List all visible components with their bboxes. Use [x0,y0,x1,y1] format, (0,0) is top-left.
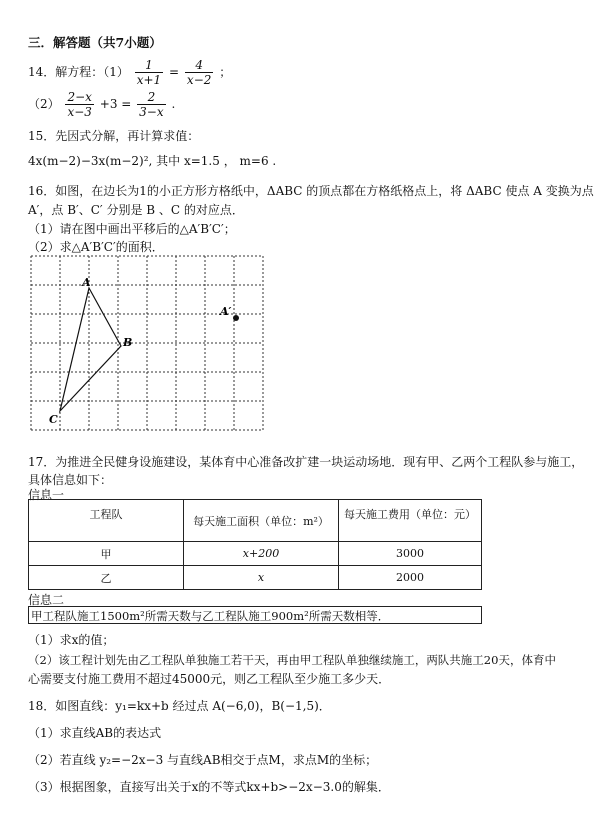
punctuation: . [171,97,176,111]
fraction-numerator: 1 [135,58,163,73]
expression-middle: +3 = [99,97,132,111]
label-a: A [82,276,91,289]
fraction-denominator: x+1 [136,73,162,87]
q14-label: 14．解方程：（1） [28,65,129,79]
info-2-box: 甲工程队施工1500m²所需天数与乙工程队施工900m²所需天数相等． [28,606,482,624]
question-18-line-1: 18．如图直线：y₁=kx+b 经过点 A(−6,0)，B(−1,5)． [28,699,331,713]
question-16-sub-1: （1）请在图中画出平移后的△A′B′C′； [28,222,236,236]
q14-fraction-right [185,58,213,87]
info-2-title: 信息二 [28,593,65,607]
fraction-denominator: 3−x [139,105,164,119]
table-cell: 2000 [339,566,482,590]
question-17-sub-2-line-2: 心需要支付施工费用不超过45000元，则乙工程队至少施工多少天． [28,672,391,686]
point-a-prime [233,315,239,321]
grid-figure [28,253,266,443]
table-row [29,566,482,590]
q14-p2-fraction-right [137,90,165,119]
table-cell: x+200 [184,542,339,566]
question-18-sub-3: （3）根据图象，直接写出关于x的不等式kx+b>−2x−3.0的解集． [28,780,390,794]
label-a-prime: A′ [220,305,232,318]
fraction-numerator: 2−x [67,90,92,104]
question-17-sub-2-line-1: （2）该工程计划先由乙工程队单独施工若干天，再由甲工程队单独继续施工，两队共施工20天，体育中 [28,653,556,667]
table-row [29,542,482,566]
fraction-denominator: x−3 [67,105,92,119]
q14-fraction-left [135,58,163,87]
table-cell: x [184,566,339,590]
question-17-line-2: 具体信息如下： [28,473,113,487]
question-17-line-1: 17．为推进全民健身设施建设，某体育中心准备改扩建一块运动场地．现有甲、乙两个工程队参与施工， [28,455,584,469]
info-table [28,499,482,590]
table-cell: 乙 [29,566,184,590]
table-header-cell: 每天施工面积（单位：m²） [184,500,339,542]
q14-p2-fraction-left [65,90,93,119]
question-16-sub-2: （2）求△A′B′C′的面积． [28,240,164,254]
question-18-sub-1: （1）求直线AB的表达式 [28,726,162,740]
question-14-part-1 [28,58,231,87]
question-16-line-1: 16．如图，在边长为1的小正方形方格纸中，ΔABC 的顶点都在方格纸格点上，将 ΔABC 使点 A 变换为点 [28,184,594,198]
question-16-line-2: A′，点 B′、C′ 分别是 B 、C 的对应点． [28,203,244,217]
fraction-numerator: 2 [137,90,165,105]
table-header-cell: 工程队 [29,500,184,542]
table-cell: 甲 [29,542,184,566]
equals-sign: = [169,65,180,79]
label-b: B [123,336,133,349]
section-title: 三．解答题（共7小题） [28,35,162,50]
fraction-denominator: x−2 [186,73,212,87]
question-17-sub-1: （1）求x的值； [28,633,115,647]
question-15-text: 15．先因式分解，再计算求值： [28,129,200,143]
table-cell: 3000 [339,542,482,566]
triangle-abc [60,288,121,411]
info-1-title: 信息一 [28,488,65,502]
punctuation: ； [219,65,232,79]
table-header-row [29,500,482,542]
question-15-expression: 4x(m−2)−3x(m−2)², 其中 x=1.5 ， m=6 . [28,154,277,168]
table-header-cell: 每天施工费用（单位：元） [339,500,482,542]
question-18-sub-2: （2）若直线 y₂=−2x−3 与直线AB相交于点M，求点M的坐标； [28,753,378,767]
label-c: C [49,413,58,426]
fraction-numerator: 4 [185,58,213,73]
q14-part-2-label: （2） [28,97,60,111]
grid-lines [31,256,263,430]
question-14-part-2 [28,90,175,119]
